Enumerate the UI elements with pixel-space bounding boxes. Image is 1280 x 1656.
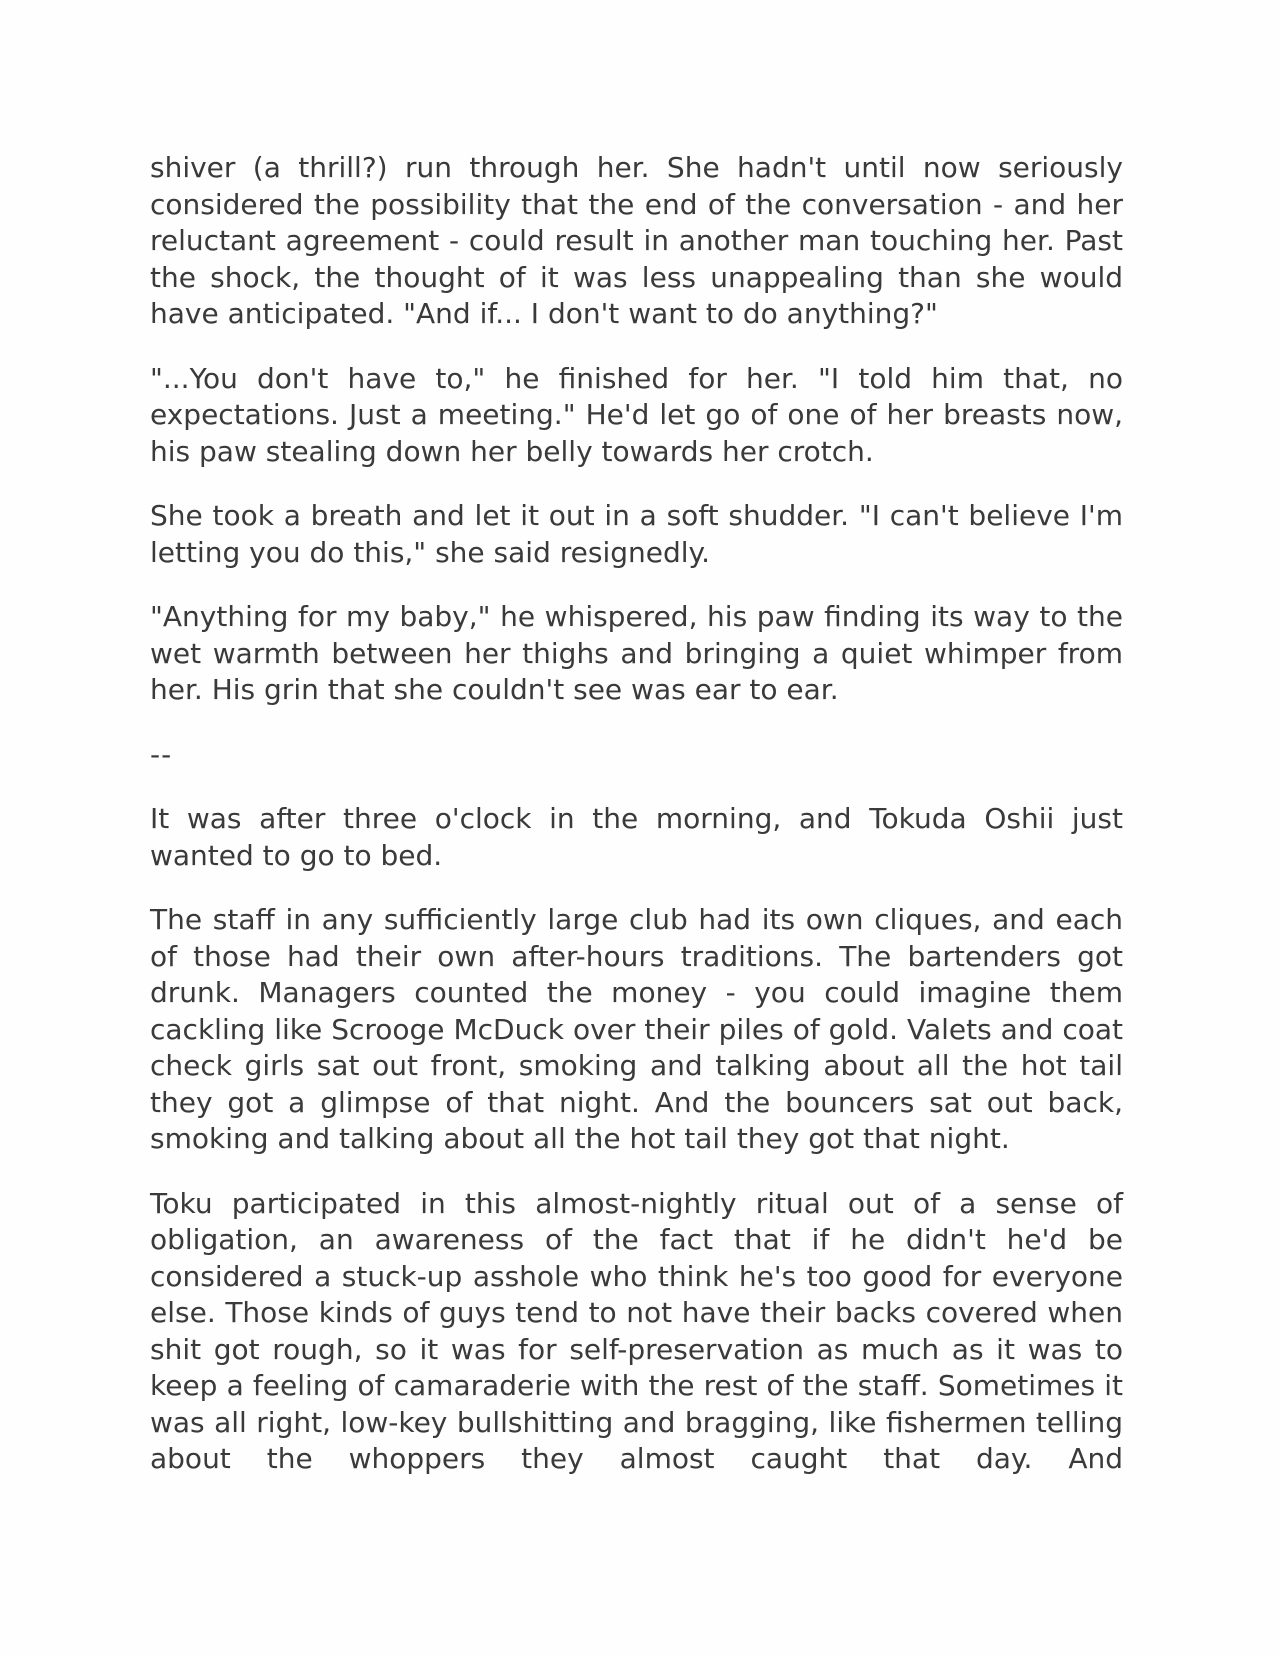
scene-separator: -- [150, 737, 173, 771]
paragraph-4: "Anything for my baby," he whispered, his paw finding its way to the wet warmth between her thighs and bringing a quiet whimper from her. His grin that she couldn't see was ear to ear. [150, 600, 1123, 706]
paragraph-6: The staff in any sufficiently large club had its own cliques, and each of those had their own after-hours traditions. The bartenders got drunk. Managers counted the money - you could imagine them cackling like Scrooge McDuck over their piles of gold. Valets and coat check girls sat out front, smoking and talking about all the hot tail they got a glimpse of that night. And the bouncers sat out back, smoking and talking about all the hot tail they got that night. [150, 903, 1123, 1155]
paragraph-2: "...You don't have to," he finished for her. "I told him that, no expectations. Just a meeting." He'd let go of one of her breasts now, his paw stealing down her belly towards her crotch. [150, 361, 1123, 468]
paragraph-3: She took a breath and let it out in a soft shudder. "I can't believe I'm letting you do this," she said resignedly. [150, 499, 1123, 569]
document-body [150, 150, 1123, 1478]
paragraph-5: It was after three o'clock in the morning, and Tokuda Oshii just wanted to go to bed. [150, 802, 1123, 872]
paragraph-1: shiver (a thrill?) run through her. She hadn't until now seriously considered the possibility that the end of the conversation - and her reluctant agreement - could result in another man touching her. Past the shock, the thought of it was less unappealing than she would have anticipated. "And if... I don't want to do anything?" [150, 151, 1123, 330]
paragraph-7: Toku participated in this almost-nightly ritual out of a sense of obligation, an awareness of the fact that if he didn't he'd be considered a stuck-up asshole who think he's too good for everyone else. Those kinds of guys tend to not have their backs covered when shit got rough, so it was for self-preservation as much as it was to keep a feeling of camaraderie with the rest of the staff. Sometimes it was all right, low-key bullshitting and bragging, like fishermen telling about the whoppers they almost caught that day. And [150, 1186, 1123, 1475]
